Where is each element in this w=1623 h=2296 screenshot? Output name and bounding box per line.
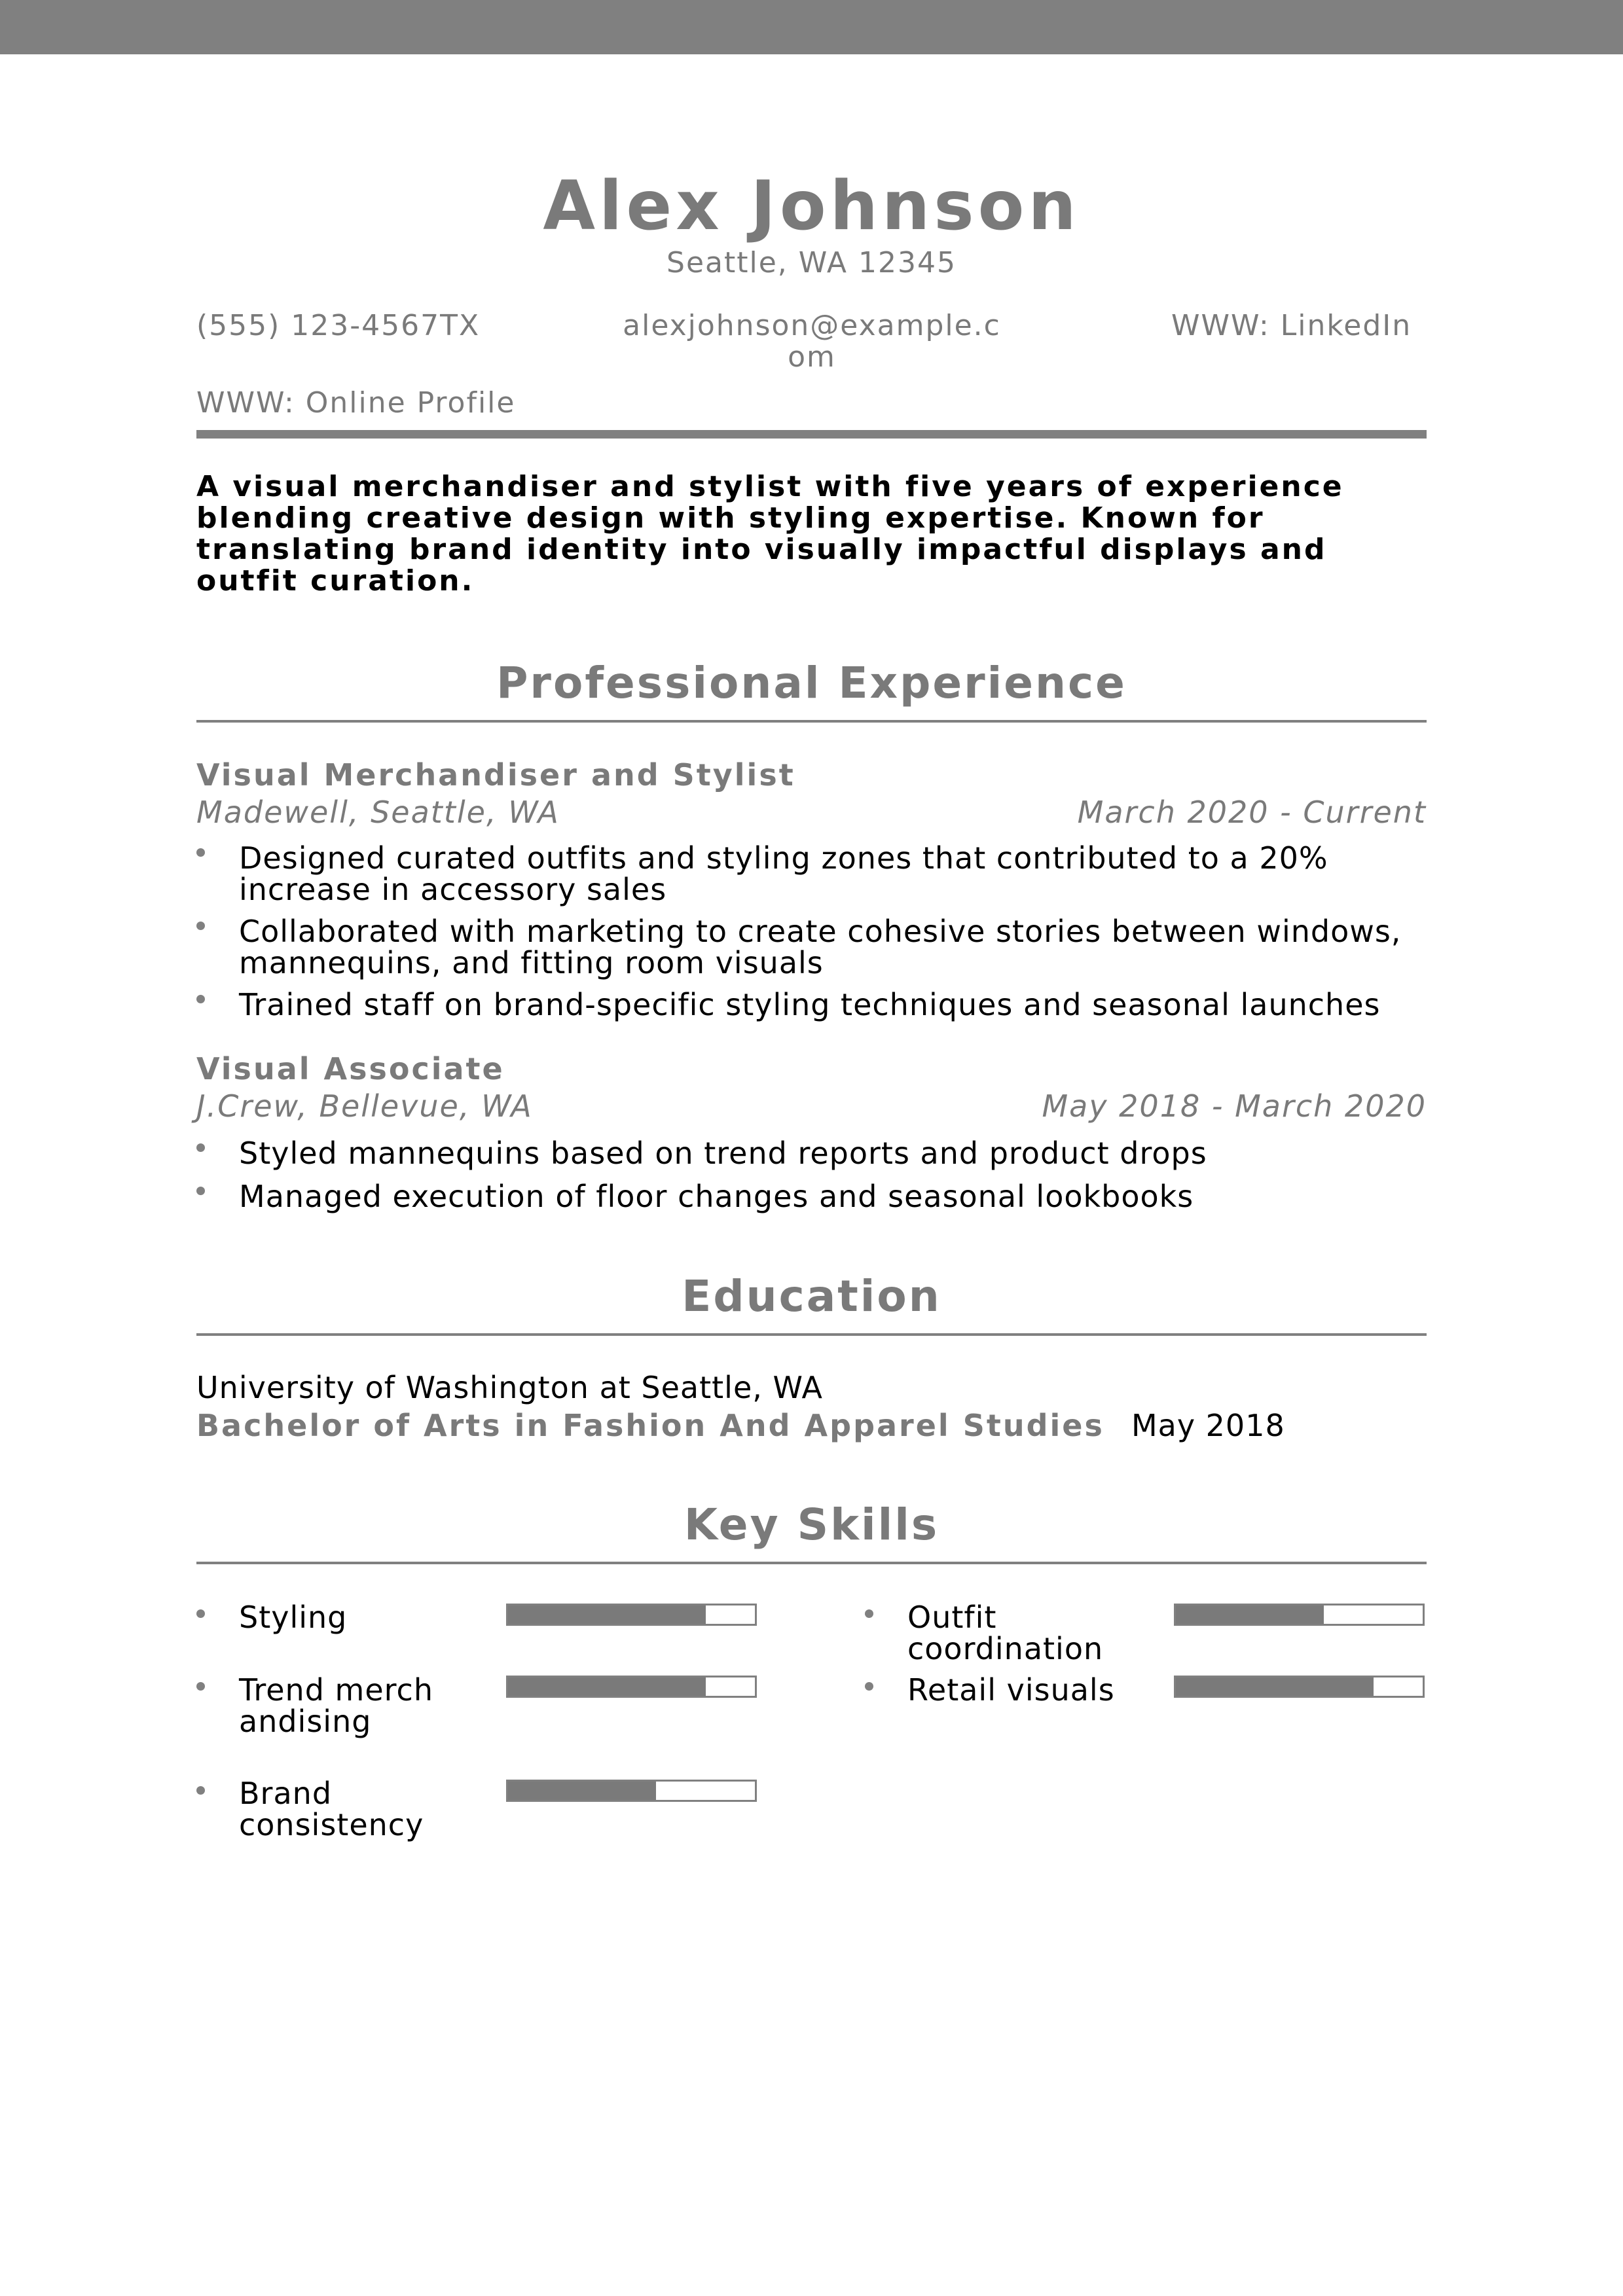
email-line-2[interactable]: om bbox=[788, 340, 836, 374]
job-bullet: Designed curated outfits and styling zones that contributed to a 20% increase in accessory sales bbox=[239, 840, 1328, 907]
job-bullet: Collaborated with marketing to create cohesive stories between windows, mannequins, and fitting room visuals bbox=[239, 914, 1402, 980]
skill-level-fill bbox=[1176, 1677, 1374, 1696]
job-title: Visual Merchandiser and Stylist bbox=[196, 757, 795, 793]
skill-label: Trend merchandising bbox=[239, 1672, 433, 1739]
bullet-icon bbox=[196, 1682, 205, 1691]
bullet-icon bbox=[196, 1786, 205, 1795]
bullet-icon bbox=[865, 1682, 873, 1691]
skill-level-fill bbox=[508, 1677, 706, 1696]
bullet-icon bbox=[196, 1143, 205, 1152]
job-company: J.Crew, Bellevue, WA bbox=[196, 1088, 533, 1124]
skill-label: Brand consistency bbox=[239, 1776, 424, 1842]
skill-label: Retail visuals bbox=[907, 1672, 1115, 1708]
bullet-icon bbox=[196, 922, 205, 930]
skill-level-fill bbox=[508, 1782, 656, 1800]
skill-level-fill bbox=[508, 1605, 706, 1624]
skill-level-fill bbox=[1176, 1605, 1324, 1624]
job-dates: March 2020 - Current bbox=[1077, 795, 1427, 830]
email-line-1[interactable]: alexjohnson@example.c bbox=[623, 309, 1001, 342]
education-school: University of Washington at Seattle, WA bbox=[196, 1370, 823, 1405]
job-dates: May 2018 - March 2020 bbox=[1042, 1088, 1427, 1124]
education-heading: Education bbox=[682, 1271, 941, 1321]
skill-label: Outfit coordination bbox=[907, 1600, 1104, 1666]
header-divider bbox=[196, 430, 1427, 439]
education-divider bbox=[196, 1333, 1427, 1336]
summary: A visual merchandiser and stylist with five years of experience blending creative design with styling expertise. Known for translating brand identity into visually impactful displays and outfit curation. bbox=[196, 470, 1344, 598]
skills-heading: Key Skills bbox=[684, 1499, 939, 1550]
experience-heading: Professional Experience bbox=[496, 658, 1127, 708]
skill-level-bar bbox=[506, 1780, 757, 1802]
top-banner bbox=[0, 0, 1623, 54]
skills-divider bbox=[196, 1562, 1427, 1564]
linkedin-link[interactable]: WWW: LinkedIn bbox=[1171, 309, 1412, 342]
skill-label: Styling bbox=[239, 1600, 348, 1635]
phone: (555) 123-4567TX bbox=[196, 309, 481, 342]
experience-divider bbox=[196, 720, 1427, 723]
job-bullet: Trained staff on brand-specific styling techniques and seasonal launches bbox=[239, 987, 1381, 1022]
job-title: Visual Associate bbox=[196, 1051, 505, 1086]
education-degree: Bachelor of Arts in Fashion And Apparel Studies bbox=[196, 1408, 1104, 1443]
candidate-name: Alex Johnson bbox=[543, 167, 1080, 245]
bullet-icon bbox=[196, 848, 205, 857]
job-bullet: Managed execution of floor changes and seasonal lookbooks bbox=[239, 1179, 1194, 1214]
address: Seattle, WA 12345 bbox=[666, 246, 957, 279]
job-bullet: Styled mannequins based on trend reports and product drops bbox=[239, 1136, 1207, 1171]
bullet-icon bbox=[196, 1187, 205, 1195]
education-date: May 2018 bbox=[1131, 1408, 1285, 1443]
online-profile-link[interactable]: WWW: Online Profile bbox=[196, 386, 516, 420]
education-degree-row bbox=[196, 1408, 1285, 1443]
bullet-icon bbox=[865, 1609, 873, 1618]
skill-level-bar bbox=[506, 1604, 757, 1626]
skill-level-bar bbox=[1174, 1604, 1425, 1626]
bullet-icon bbox=[196, 995, 205, 1003]
job-company: Madewell, Seattle, WA bbox=[196, 795, 560, 830]
bullet-icon bbox=[196, 1609, 205, 1618]
skill-level-bar bbox=[506, 1676, 757, 1698]
skill-level-bar bbox=[1174, 1676, 1425, 1698]
